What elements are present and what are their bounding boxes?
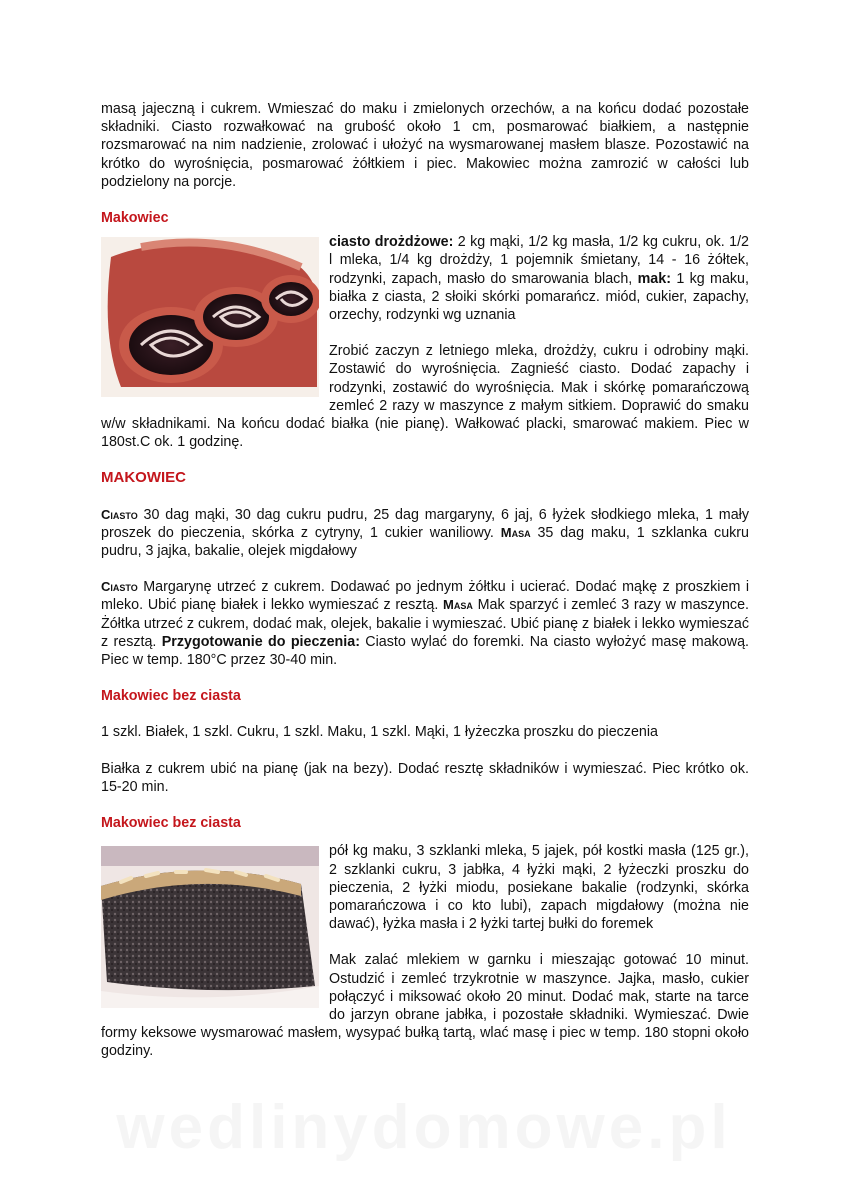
recipe4-ingredients: pół kg maku, 3 szklanki mleka, 5 jajek, pół kostki masła (125 gr.), 2 szklanki cukru, 3 jabłka, 4 łyżki mąki, 2 łyżeczki proszku do pieczenia, 2 łyżki miodu, posiekane bakalie (rodzynki, skórka pomarańczowa i co kto lubi), zapach migdałowy (można nie dawać), łyżka masła i 2 łyżki tartej bułki do foremek — [329, 843, 749, 933]
recipe3-method: Białka z cukrem ubić na pianę (jak na bezy). Dodać resztę składników i wymieszać. Piec krótko ok. 15-20 min. — [101, 760, 749, 795]
recipe3-ingredients: 1 szkl. Białek, 1 szkl. Cukru, 1 szkl. Maku, 1 szkl. Mąki, 1 łyżeczka proszku do pieczenia — [101, 724, 658, 741]
dough-label: ciasto drożdżowe: — [329, 234, 454, 251]
dough-text: 2 kg mąki, 1/2 kg masła, 1/2 kg cukru, ok. 1/2 l mleka, 1/4 kg drożdży, 1 pojemnik śmietany, 14 - 16 żółtek, rodzynki, zapach, masło do smarowania blach, — [329, 234, 749, 287]
intro-paragraph: masą jajeczną i cukrem. Wmieszać do maku i zmielonych orzechów, a na końcu dodać pozostałe składniki. Ciasto rozwałkować na grubość około 1 cm, posmarować białkiem, a następnie rozsmarować na nim nadzienie, zrolować i ułożyć na wysmarowanej masłem blasze. Pozostawić na krótko do wyrośnięcia, posmarować żółtkiem i piec. Makowiec można zamrozić w całości lub podzielony na porcje. — [101, 101, 749, 190]
watermark: wedlinydomowe.pl — [116, 1093, 732, 1162]
poppy-text: 1 kg maku, białka z ciasta, 2 słoiki skórki pomarańcz. miód, cukier, zapachy, orzechy, rodzynki wg uznania — [329, 270, 749, 324]
method-a: Margarynę utrzeć z cukrem. Dodawać po jednym żółtku i ucierać. Dodać mąkę z proszkiem i mleko. Ubić pianę białek i lekko wymieszać z resztą. — [101, 579, 749, 614]
poppy-label: mak: — [637, 270, 671, 287]
masa-label: Masa — [500, 524, 531, 540]
recipe4-method: Mak zalać mlekiem w garnku i mieszając gotować 10 minut. Ostudzić i zemleć trzykrotnie w maszynce. Jajka, masło, cukier połączyć i miksować około 20 minut. Dodać mak, starte na tarce do jarzyn obrane jabłka, i pozostałe składniki. Wymieszać. Dwie formy keksowe wysmarować masłem, wysypać bułką tartą, wlać masę i piec w temp. 180 stopni około godziny. — [101, 952, 749, 1060]
recipe2-title: MAKOWIEC — [101, 469, 186, 487]
recipe3-title: Makowiec bez ciasta — [101, 688, 241, 705]
masa-label-2: Masa — [443, 597, 473, 613]
recipe2-method — [101, 578, 749, 669]
recipe-page — [101, 100, 749, 1061]
method-c: Ciasto wylać do foremki. Na ciasto wyłożyć masę makową. Piec w temp. 180°C przez 30-40 min. — [101, 633, 749, 669]
recipe4-title: Makowiec bez ciasta — [101, 815, 241, 832]
ciasto-label: Ciasto — [101, 506, 138, 522]
prep-label: Przygotowanie do pieczenia: — [161, 633, 360, 650]
ingredients-b: 35 dag maku, 1 szklanka cukru pudru, 3 jajka, bakalie, olejek migdałowy — [101, 524, 750, 560]
recipe1-method: Zrobić zaczyn z letniego mleka, drożdży, cukru i odrobiny mąki. Zostawić do wyrośnięcia. Zagnieść ciasto. Dodać zapachy i rodzynki, zostawić do wyrośnięcia. Mak i skórkę pomarańczową zemleć 2 razy w maszynce z małym sitkiem. Doprawić do smaku w/w składnikami. Na końcu dodać białka (nie pianę). Wałkować placki, smarować makiem. Piec w 180st.C ok. 1 godzinę. — [101, 343, 749, 451]
ciasto-label-2: Ciasto — [101, 579, 138, 595]
poppy-roll-photo — [101, 237, 319, 397]
method-b: Mak sparzyć i zemleć 3 razy w maszynce. Żółtka utrzeć z cukrem, dodać mak, olejek, bakalie i wymieszać. Ubić pianę z białek i lekko wymieszać z resztą. — [101, 597, 749, 650]
poppy-cake-photo — [101, 846, 319, 1008]
recipe1-title: Makowiec — [101, 210, 169, 227]
recipe2-ingredients — [101, 506, 749, 561]
ingredients-a: 30 dag mąki, 30 dag cukru pudru, 25 dag margaryny, 6 jaj, 6 łyżek słodkiego mleka, 1 mały proszek do pieczenia, skórka z cytryny, 1 cukier waniliowy. — [101, 506, 749, 541]
